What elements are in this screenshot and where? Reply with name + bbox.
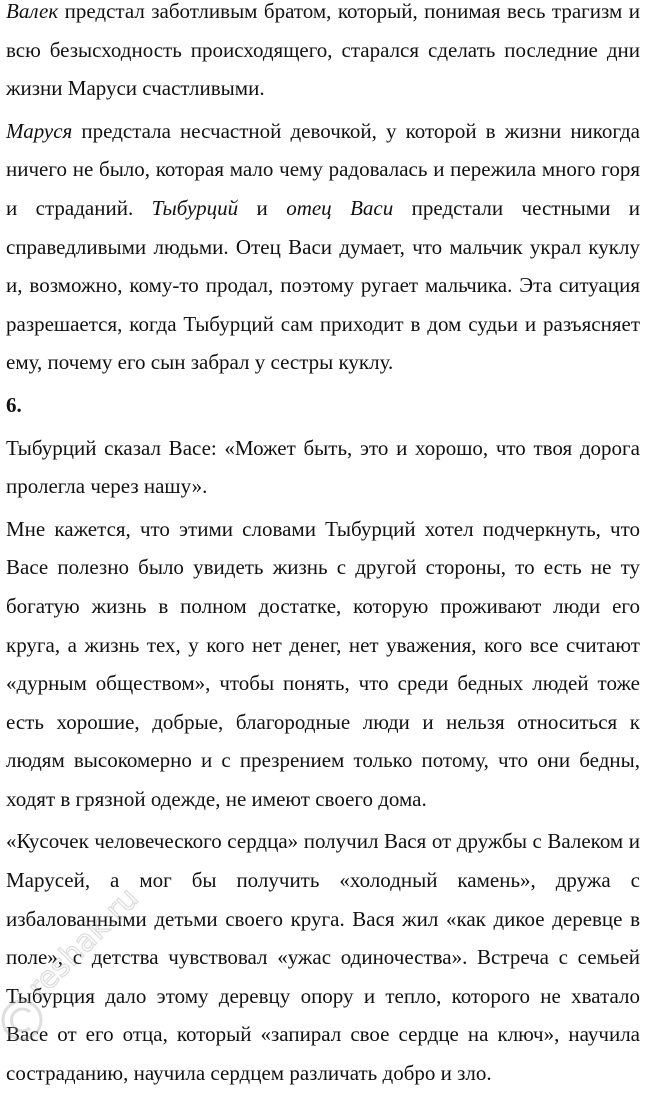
character-name-valek: Валек xyxy=(6,0,59,23)
paragraph-interpretation: Мне кажется, что этими словами Тыбурций хотел подчеркнуть, что Васе полезно было увидеть жизнь с другой стороны, то есть не ту богатую жизнь в полном достатке, которую проживают люди его круга, а жизнь тех, у кого нет денег, нет уважения, кого все считают «дурным обществом», чтобы понять, что среди бедных людей тоже есть хорошие, добрые, благородные люди и нельзя относиться к людям высокомерно и с презрением только потому, что они бедны, ходят в грязной одежде, не имеют своего дома. xyxy=(6,516,640,811)
paragraph-text: и xyxy=(238,195,287,220)
paragraph-conclusion: «Кусочек человеческого сердца» получил Вася от дружбы с Валеком и Марусей, а мог бы получить «холодный камень», дружа с избалованными детьми своего круга. Вася жил «как дикое деревце в поле», с детства чувствовал «ужас одиночества». Встреча с семьей Тыбурция дало этому деревцу опору и тепло, которого не хватало Васе от его отца, который «запирал свое сердце на ключ», научила состраданию, научила сердцем различать добро и зло. xyxy=(6,829,640,1086)
paragraph-marusya xyxy=(6,112,640,382)
section-number: 6. xyxy=(6,392,22,417)
paragraph-text: предстали честными и справедливыми людьми. Отец Васи думает, что мальчик украл куклу и, возможно, кому-то продал, поэтому ругает мальчика. Эта ситуация разрешается, когда Тыбурций сам приходит в дом судьи и разъясняет ему, почему его сын забрал у сестры куклу. xyxy=(6,195,640,375)
paragraph-valek xyxy=(6,0,640,108)
character-name-father: отец Васи xyxy=(286,195,394,220)
character-name-tyburtsiy: Тыбурций xyxy=(151,195,239,220)
character-name-marusya: Маруся xyxy=(6,118,73,143)
watermark-text: reshak.ru xyxy=(20,880,146,1006)
paragraph-text: предстала несчастной девочкой, у которой в жизни никогда ничего не было, которая мало чему радовалась и пережила много горя и страданий. xyxy=(6,118,640,220)
paragraph-quote: Тыбурций сказал Васе: «Может быть, это и хорошо, что твоя дорога пролегла через нашу». xyxy=(6,435,640,499)
paragraph-text: предстал заботливым братом, который, понимая весь трагизм и всю безысходность происходящего, старался сделать последние дни жизни Маруси счастливыми. xyxy=(6,0,640,101)
